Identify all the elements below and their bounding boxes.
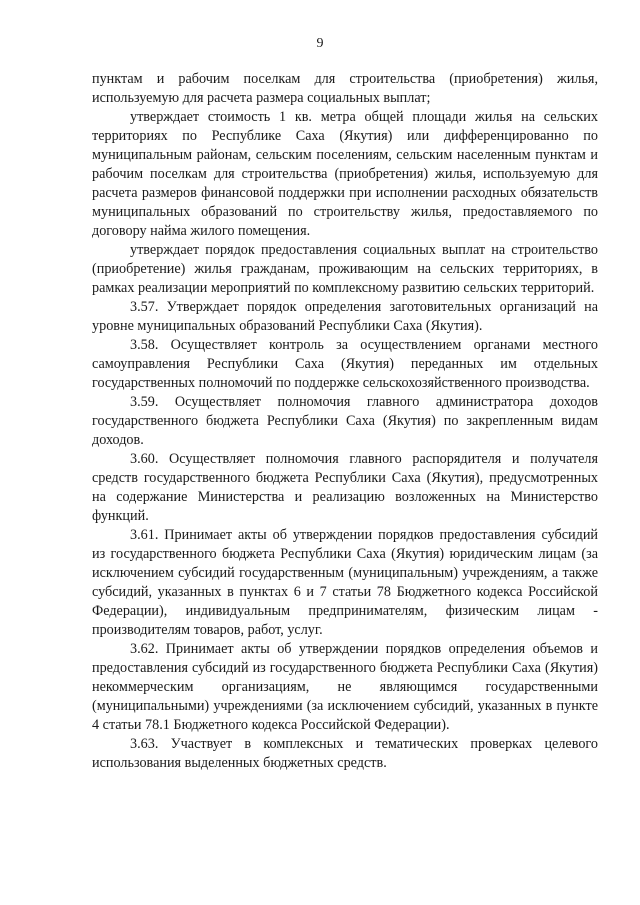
paragraph-3-57: 3.57. Утверждает порядок определения заготовительных организаций на уровне муниципальных образований Республики Саха (Якутия). — [92, 299, 598, 334]
paragraph-2: утверждает стоимость 1 кв. метра общей площади жилья на сельских территориях по Республике Саха (Якутия) или дифференцированно по муниципальным районам, сельским поселениям, сельским населенным пунктам и рабочим поселкам для строительства (приобретения) жилья, используемую для расчета размеров финансовой поддержки при исполнении расходных обязательств муниципальных образований по строительству жилья, предоставляемого по договору найма жилого помещения. — [92, 109, 598, 239]
paragraph-3-58: 3.58. Осуществляет контроль за осуществлением органами местного самоуправления Республики Саха (Якутия) переданных им отдельных государственных полномочий по поддержке сельскохозяйственного производства. — [92, 337, 598, 391]
paragraph-3-61: 3.61. Принимает акты об утверждении порядков предоставления субсидий из государственного бюджета Республики Саха (Якутия) юридическим лицам (за исключением субсидий государственным (муниципальным) учреждениям, а также субсидий, указанных в пунктах 6 и 7 статьи 78 Бюджетного кодекса Российской Федерации), индивидуальным предпринимателям, физическим лицам - производителям товаров, работ, услуг. — [92, 527, 598, 638]
page-number: 9 — [316, 36, 324, 51]
paragraph-3-62: 3.62. Принимает акты об утверждении порядков определения объемов и предоставления субсидий из государственного бюджета Республики Саха (Якутия) некоммерческим организациям, не являющимся государственными (муниципальными) учреждениями (за исключением субсидий, указанных в пункте 4 статьи 78.1 Бюджетного кодекса Российской Федерации). — [92, 641, 598, 733]
paragraph-1: пунктам и рабочим поселкам для строительства (приобретения) жилья, используемую для расчета размера социальных выплат; — [92, 71, 598, 106]
paragraph-3-59: 3.59. Осуществляет полномочия главного администратора доходов государственного бюджета Республики Саха (Якутия) по закрепленным видам доходов. — [92, 394, 598, 448]
paragraph-3: утверждает порядок предоставления социальных выплат на строительство (приобретение) жилья гражданам, проживающим на сельских территориях, в рамках реализации мероприятий по комплексному развитию сельских территорий. — [92, 242, 598, 296]
document-body — [92, 70, 598, 773]
paragraph-3-63: 3.63. Участвует в комплексных и тематических проверках целевого использования выделенных бюджетных средств. — [92, 736, 598, 771]
paragraph-3-60: 3.60. Осуществляет полномочия главного распорядителя и получателя средств государственного бюджета Республики Саха (Якутия), предусмотренных на содержание Министерства и реализацию возложенных на Министерство функций. — [92, 451, 598, 524]
